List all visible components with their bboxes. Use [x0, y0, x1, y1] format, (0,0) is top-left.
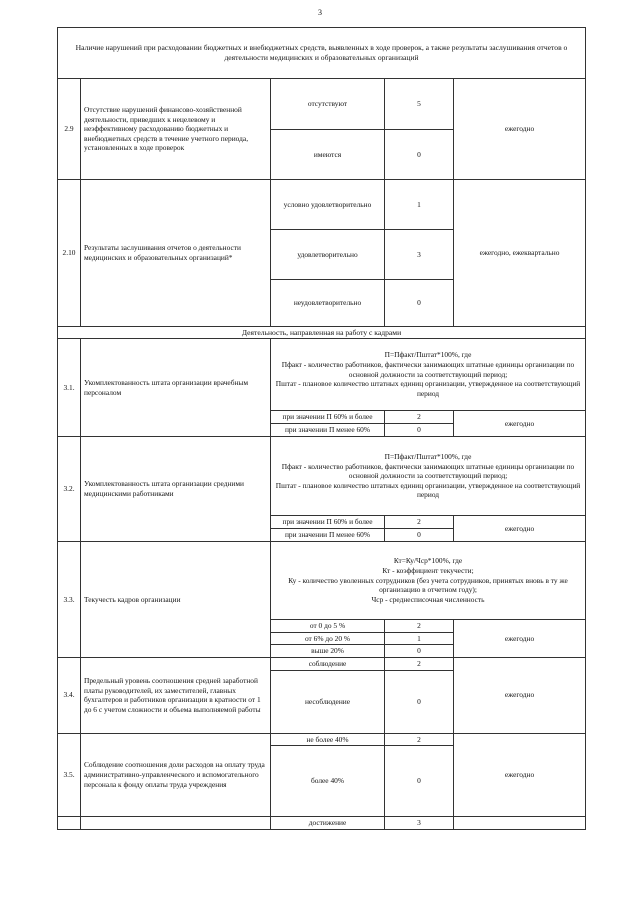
page-number: 3	[318, 8, 322, 17]
option-label: условно удовлетворительно	[271, 180, 385, 230]
option-label: неудовлетворительно	[271, 280, 385, 327]
criterion-name: Отсутствие нарушений финансово-хозяйственной деятельности, приведших к нецелевому и неэффективному расходованию бюджетных и внебюджетных средств в течение учетного периода, установленных в ходе проверок	[81, 79, 271, 180]
period: ежегодно	[454, 516, 586, 542]
option-label: выше 20%	[271, 645, 385, 658]
formula-line: Кт - коэффициент текучести;	[382, 566, 474, 576]
formula-line: Пфакт - количество работников, фактически занимающих штатные единицы организации по основной должности за соответствующий период;	[281, 360, 575, 379]
criterion-name: Текучесть кадров организации	[81, 542, 271, 658]
period: ежегодно	[454, 620, 586, 658]
option-score: 3	[385, 230, 454, 280]
option-score: 3	[385, 817, 454, 830]
option-score: 0	[385, 280, 454, 327]
period	[454, 817, 586, 830]
formula-block	[271, 437, 586, 516]
option-score: 0	[385, 746, 454, 817]
formula-line: П=Пфакт/Пштат*100%, где	[384, 451, 472, 461]
option-label: соблюдение	[271, 657, 385, 670]
option-label: при значении П 60% и более	[271, 516, 385, 529]
row-number: 2.10	[58, 180, 81, 327]
period: ежегодно	[454, 79, 586, 180]
formula-line: Пштат - плановое количество штатных единиц организации, утвержденное на соответствующий период	[275, 480, 581, 500]
section-header: Наличие нарушений при расходовании бюджетных и внебюджетных средств, выявленных в ходе проверок, а также результаты заслушивания отчетов о деятельности медицинских и образовательных организаций	[58, 28, 586, 79]
section-title: Деятельность, направленная на работу с кадрами	[58, 327, 586, 339]
option-label: от 6% до 20 %	[271, 632, 385, 645]
option-score: 0	[385, 529, 454, 542]
formula-line: П=Пфакт/Пштат*100%, где	[384, 350, 472, 360]
row-number: 3.2.	[58, 437, 81, 542]
criterion-name	[81, 817, 271, 830]
option-score: 0	[385, 130, 454, 180]
formula-line: Пфакт - количество работников, фактически занимающих штатные единицы организации по основной должности за соответствующий период;	[281, 461, 575, 481]
option-score: 1	[385, 180, 454, 230]
period: ежегодно	[454, 733, 586, 817]
option-label: отсутствуют	[271, 79, 385, 130]
option-label: достижение	[271, 817, 385, 830]
period: ежегодно	[454, 657, 586, 733]
criterion-name: Результаты заслушивания отчетов о деятельности медицинских и образовательных организаций*	[81, 180, 271, 327]
period: ежегодно	[454, 411, 586, 437]
formula-line: Ку - количество уволенных сотрудников (без учета сотрудников, принятых вновь в ту же организацию в отчетном году);	[288, 575, 568, 595]
option-label: не более 40%	[271, 733, 385, 746]
row-number: 3.1.	[58, 339, 81, 437]
option-score: 2	[385, 516, 454, 529]
option-label: удовлетворительно	[271, 230, 385, 280]
option-label: при значении П 60% и более	[271, 411, 385, 424]
option-label: более 40%	[271, 746, 385, 817]
formula-block	[271, 542, 586, 620]
criterion-name: Укомплектованность штата организации врачебным персоналом	[81, 339, 271, 437]
option-score: 0	[385, 670, 454, 733]
option-score: 0	[385, 424, 454, 437]
option-label: при значении П менее 60%	[271, 424, 385, 437]
criterion-name: Предельный уровень соотношения средней заработной платы руководителей, их заместителей, главных бухгалтеров и работников организации в кратности от 1 до 6 с учетом сложности и объема выполняемой работы	[81, 657, 271, 733]
row-number: 3.3.	[58, 542, 81, 658]
option-score: 0	[385, 645, 454, 658]
option-score: 1	[385, 632, 454, 645]
period: ежегодно, ежеквартально	[454, 180, 586, 327]
formula-line: Пштат - плановое количество штатных единиц организации, утвержденное на соответствующий период	[275, 379, 581, 398]
option-score: 2	[385, 733, 454, 746]
row-number	[58, 817, 81, 830]
option-label: при значении П менее 60%	[271, 529, 385, 542]
row-number: 3.4.	[58, 657, 81, 733]
criterion-name: Укомплектованность штата организации средними медицинскими работниками	[81, 437, 271, 542]
criteria-table	[57, 27, 586, 830]
criterion-name: Соблюдение соотношения доли расходов на оплату труда административно-управленческого и вспомогательного персонала к фонду оплаты труда учреждения	[81, 733, 271, 817]
option-score: 5	[385, 79, 454, 130]
formula-block	[271, 339, 586, 411]
option-label: от 0 до 5 %	[271, 620, 385, 633]
row-number: 3.5.	[58, 733, 81, 817]
row-number: 2.9	[58, 79, 81, 180]
formula-line: Чср - среднесписочная численность	[371, 594, 485, 604]
option-score: 2	[385, 657, 454, 670]
option-label: несоблюдение	[271, 670, 385, 733]
option-label: имеются	[271, 130, 385, 180]
option-score: 2	[385, 411, 454, 424]
formula-line: Кт=Ку/Чср*100%, где	[393, 556, 463, 566]
option-score: 2	[385, 620, 454, 633]
